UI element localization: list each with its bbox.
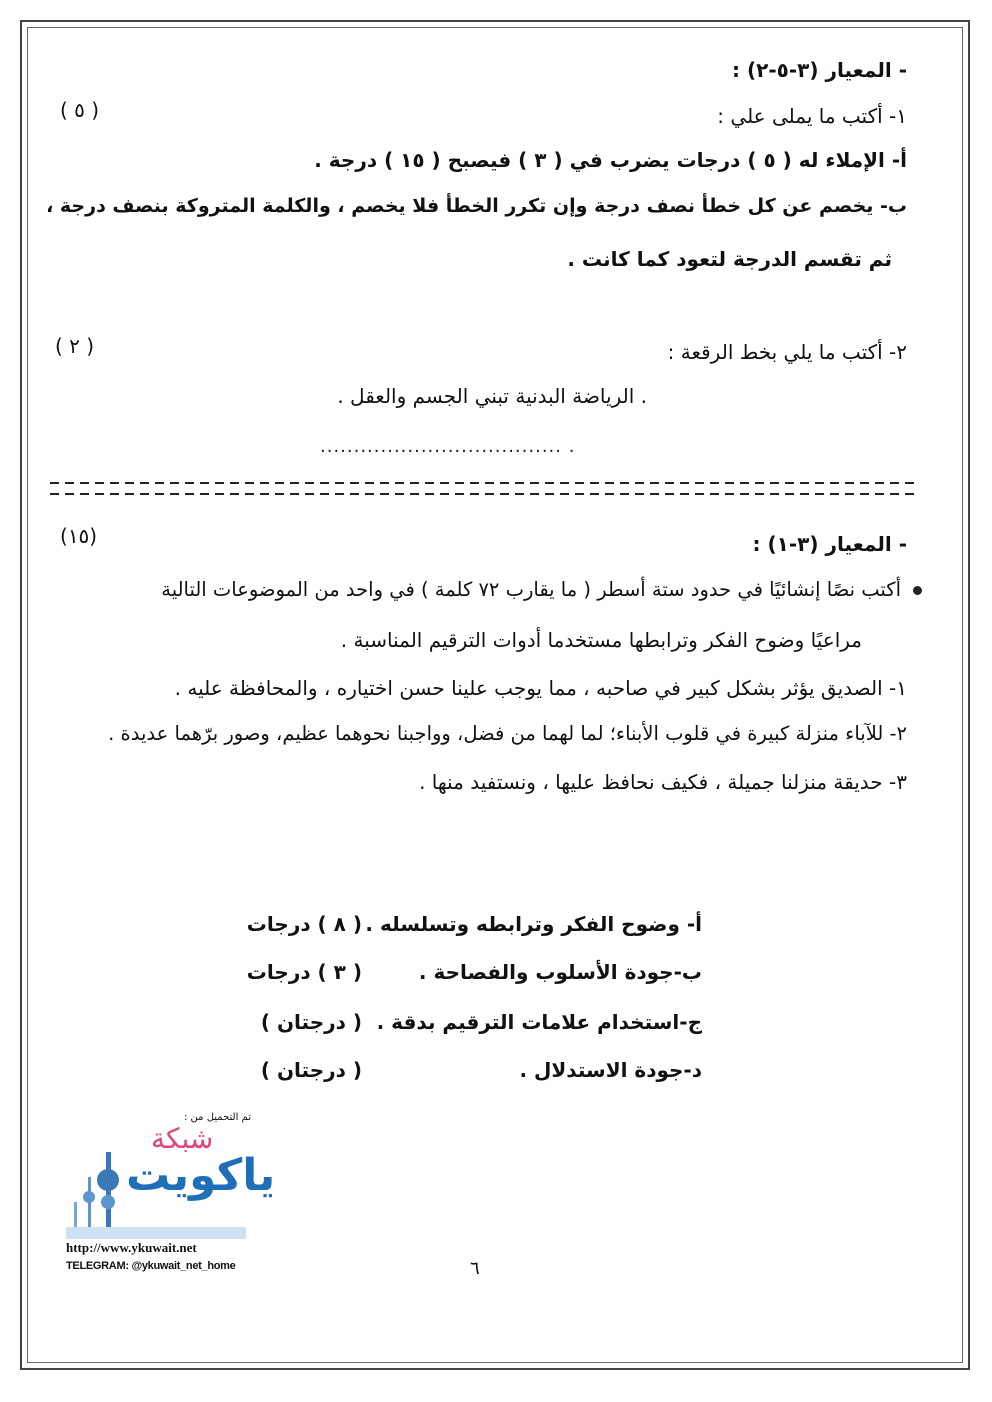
question1-part-b-line2: ثم تقسم الدرجة لتعود كما كانت . <box>567 247 892 271</box>
essay-instruction-text: أكتب نصًا إنشائيًا في حدود ستة أسطر ( ما يقارب ٧٢ كلمة ) في واحد من الموضوعات التالية <box>161 578 901 601</box>
rubric-points-c: ( درجتان ) <box>260 1010 362 1034</box>
essay-instruction-line1 <box>161 578 922 601</box>
section-separator <box>50 482 920 496</box>
rubric-item-b: ب-جودة الأسلوب والفصاحة . <box>418 960 702 984</box>
essay-topic-3: ٣- حديقة منزلنا جميلة ، فكيف نحافظ عليها ، ونستفيد منها . <box>419 770 907 794</box>
rubric-points-a: ( ٨ ) درجات <box>246 912 362 936</box>
watermark-brand-main: ياكويت <box>126 1150 276 1201</box>
question2-text: ٢- أكتب ما يلي بخط الرقعة : <box>667 340 907 364</box>
watermark-telegram[interactable]: TELEGRAM: @ykuwait_net_home <box>66 1260 236 1272</box>
essay-instruction-line2: مراعيًا وضوح الفكر وترابطها مستخدما أدوات الترقيم المناسبة . <box>340 628 862 652</box>
section1-header: - المعيار (٣-٥-٢) : <box>731 58 907 82</box>
watermark-brand-top: شبكة <box>151 1122 214 1155</box>
writing-line-dots: .................................... . <box>320 436 576 457</box>
ykuwait-watermark[interactable] <box>66 1112 276 1282</box>
question1-text: ١- أكتب ما يملى علي : <box>717 104 907 128</box>
page-number: ٦ <box>470 1258 480 1279</box>
essay-topic-1: ١- الصديق يؤثر بشكل كبير في صاحبه ، مما يوجب علينا حسن اختياره ، والمحافظة عليه . <box>174 676 907 700</box>
rubric-item-d: د-جودة الاستدلال . <box>519 1058 702 1082</box>
question1-part-a: أ- الإملاء له ( ٥ ) درجات يضرب في ( ٣ ) فيصبح ( ١٥ ) درجة . <box>314 148 907 172</box>
rubric-item-a: أ- وضوح الفكر وترابطه وتسلسله . <box>365 912 702 936</box>
rubric-points-d: ( درجتان ) <box>260 1058 362 1082</box>
watermark-url[interactable]: http://www.ykuwait.net <box>66 1240 197 1255</box>
section2-header: - المعيار (٣-١) : <box>752 532 907 556</box>
rubric-points-b: ( ٣ ) درجات <box>246 960 362 984</box>
question1-part-b-line1: ب- يخصم عن كل خطأ نصف درجة وإن تكرر الخطأ فلا يخصم ، والكلمة المتروكة بنصف درجة ، <box>46 195 907 217</box>
rubric-item-c: ج-استخدام علامات الترقيم بدقة . <box>376 1010 702 1034</box>
question1-score: ( ٥ ) <box>60 98 100 122</box>
watermark-caption: تم التحميل من : <box>184 1112 251 1123</box>
question2-sentence: . الرياضة البدنية تبني الجسم والعقل . <box>337 384 647 408</box>
bullet-icon <box>913 586 922 595</box>
section2-score: (١٥) <box>60 524 98 548</box>
question2-score: ( ٢ ) <box>55 334 95 358</box>
essay-topic-2: ٢- للآباء منزلة كبيرة في قلوب الأبناء؛ لما لهما من فضل، وواجبنا نحوهما عظيم، وصور برّهما عديدة . <box>108 722 907 745</box>
